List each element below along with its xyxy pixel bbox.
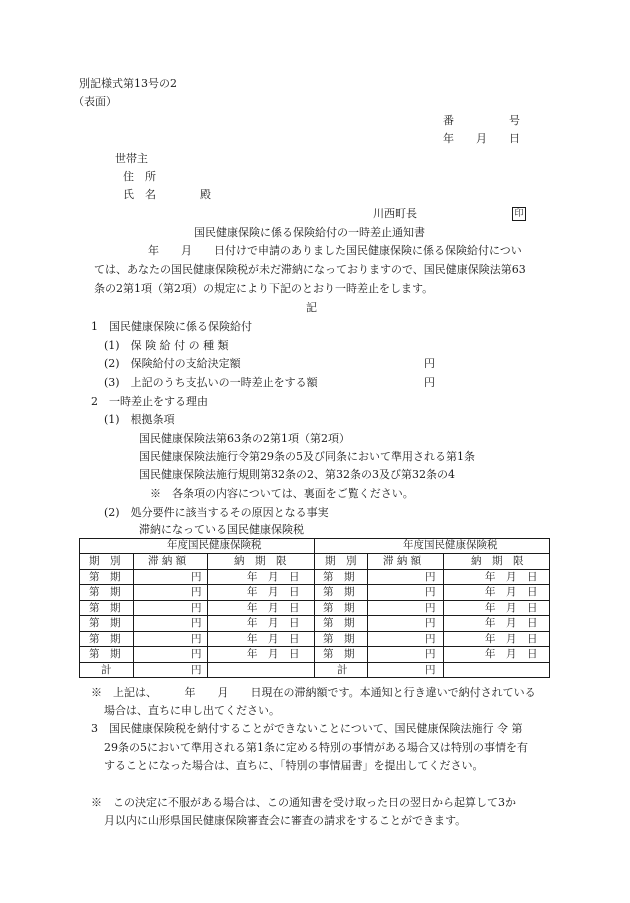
row-due-date: 年 月 日 — [247, 633, 300, 645]
body-line-3: 条の2第1項（第2項）の規定により下記のとおり一時差止をします。 — [94, 282, 434, 295]
law-note: ※ 各条項の内容については、裏面をご覧ください。 — [150, 487, 414, 500]
issuer-name: 川西町長 — [373, 207, 417, 220]
section3-line-3: することになった場合は、直ちに、「特別の事情届書」を提出してください。 — [104, 759, 484, 772]
document-title: 国民健康保険に係る保険給付の一時差止通知書 — [194, 226, 425, 239]
row-period: 第 期 — [323, 617, 355, 629]
section3-line-1: 3 国民健康保険税を納付することができないことについて、国民健康保険法施行 令 第 — [91, 722, 523, 735]
row-amount-unit: 円 — [191, 571, 202, 583]
row-amount-unit: 円 — [425, 602, 436, 614]
seal-mark: 印 — [512, 207, 526, 221]
table-caption: 滞納になっている国民健康保険税 — [139, 523, 304, 536]
law-line-1: 国民健康保険法第63条の2第1項（第2項） — [139, 432, 350, 445]
row-due-date: 年 月 日 — [485, 571, 538, 583]
row-amount-unit: 円 — [425, 586, 436, 598]
column-header-period: 期 別 — [325, 555, 357, 567]
column-header-due: 納 期 限 — [234, 555, 287, 567]
row-amount-unit: 円 — [425, 617, 436, 629]
row-period: 第 期 — [89, 586, 121, 598]
row-period: 第 期 — [323, 602, 355, 614]
appeal-line-1: ※ この決定に不服がある場合は、この通知書を受け取った日の翌日から起算して3か — [91, 796, 516, 809]
row-period: 第 期 — [89, 617, 121, 629]
household-head-label: 世帯主 — [115, 152, 148, 165]
section2-sub2: (2) 処分要件に該当するその原因となる事実 — [104, 506, 329, 519]
total-amount-unit: 円 — [191, 664, 202, 676]
name-label: 氏 名 殿 — [123, 188, 211, 201]
row-period: 第 期 — [89, 571, 121, 583]
row-due-date: 年 月 日 — [485, 617, 538, 629]
row-due-date: 年 月 日 — [485, 602, 538, 614]
row-period: 第 期 — [323, 571, 355, 583]
row-due-date: 年 月 日 — [485, 586, 538, 598]
row-due-date: 年 月 日 — [247, 648, 300, 660]
row-amount-unit: 円 — [425, 571, 436, 583]
total-label: 計 — [101, 664, 112, 676]
row-due-date: 年 月 日 — [485, 633, 538, 645]
row-due-date: 年 月 日 — [247, 617, 300, 629]
row-due-date: 年 月 日 — [247, 602, 300, 614]
row-due-date: 年 月 日 — [247, 586, 300, 598]
row-period: 第 期 — [89, 602, 121, 614]
form-id: 別記様式第13号の2 — [79, 77, 177, 90]
column-header-amount: 滞 納 額 — [148, 555, 187, 567]
law-line-2: 国民健康保険法施行令第29条の5及び同条において準用される第1条 — [139, 450, 475, 463]
row-amount-unit: 円 — [191, 648, 202, 660]
row-due-date: 年 月 日 — [485, 648, 538, 660]
table-group-header-right: 年度国民健康保険税 — [403, 539, 498, 551]
arrears-table — [79, 538, 550, 678]
section1-item-2: (2) 保険給付の支給決定額 — [104, 357, 241, 370]
row-amount-unit: 円 — [191, 602, 202, 614]
section2-sub1: (1) 根拠条項 — [104, 413, 175, 426]
section2-heading: 2 一時差止をする理由 — [91, 395, 208, 408]
row-amount-unit: 円 — [425, 648, 436, 660]
column-header-due: 納 期 限 — [471, 555, 524, 567]
section1-item-3: (3) 上記のうち支払いの一時差止をする額 — [104, 376, 318, 389]
body-line-1: 年 月 日付けで申請のありました国民健康保険に係る保険給付につい — [148, 244, 522, 257]
appeal-line-2: 月以内に山形県国民健康保険審査会に審査の請求をすることができます。 — [104, 814, 467, 827]
section1-item-1: (1) 保 険 給 付 の 種 類 — [104, 339, 229, 352]
row-period: 第 期 — [89, 648, 121, 660]
section1-item-3-unit: 円 — [424, 376, 435, 389]
form-side-label: （表面） — [73, 95, 117, 108]
section1-item-2-unit: 円 — [424, 357, 435, 370]
row-period: 第 期 — [323, 586, 355, 598]
row-amount-unit: 円 — [425, 633, 436, 645]
column-header-period: 期 別 — [89, 555, 121, 567]
total-amount-unit: 円 — [425, 664, 436, 676]
body-line-2: ては、あなたの国民健康保険税が未だ滞納になっておりますので、国民健康保険法第63 — [94, 263, 526, 276]
row-due-date: 年 月 日 — [247, 571, 300, 583]
row-amount-unit: 円 — [191, 617, 202, 629]
section1-heading: 1 国民健康保険に係る保険給付 — [91, 320, 252, 333]
column-header-amount: 滞 納 額 — [383, 555, 422, 567]
section3-line-2: 29条の5において準用される第1条に定める特別の事情がある場合又は特別の事情を有 — [104, 741, 528, 754]
row-period: 第 期 — [323, 633, 355, 645]
total-label: 計 — [337, 664, 348, 676]
ki-mark: 記 — [306, 301, 317, 314]
table-group-header-left: 年度国民健康保険税 — [167, 539, 262, 551]
row-amount-unit: 円 — [191, 586, 202, 598]
issue-date-label: 年 月 日 — [443, 132, 520, 145]
note-line-2: 場合は、直ちに申し出てください。 — [104, 704, 280, 717]
law-line-3: 国民健康保険法施行規則第32条の2、第32条の3及び第32条の4 — [139, 468, 455, 481]
note-line-1: ※ 上記は、 年 月 日現在の滞納額です。本通知と行き違いで納付されている — [91, 686, 536, 699]
row-period: 第 期 — [323, 648, 355, 660]
document-number-label: 番 号 — [443, 114, 520, 127]
row-amount-unit: 円 — [191, 633, 202, 645]
row-period: 第 期 — [89, 633, 121, 645]
address-label: 住 所 — [123, 170, 156, 183]
